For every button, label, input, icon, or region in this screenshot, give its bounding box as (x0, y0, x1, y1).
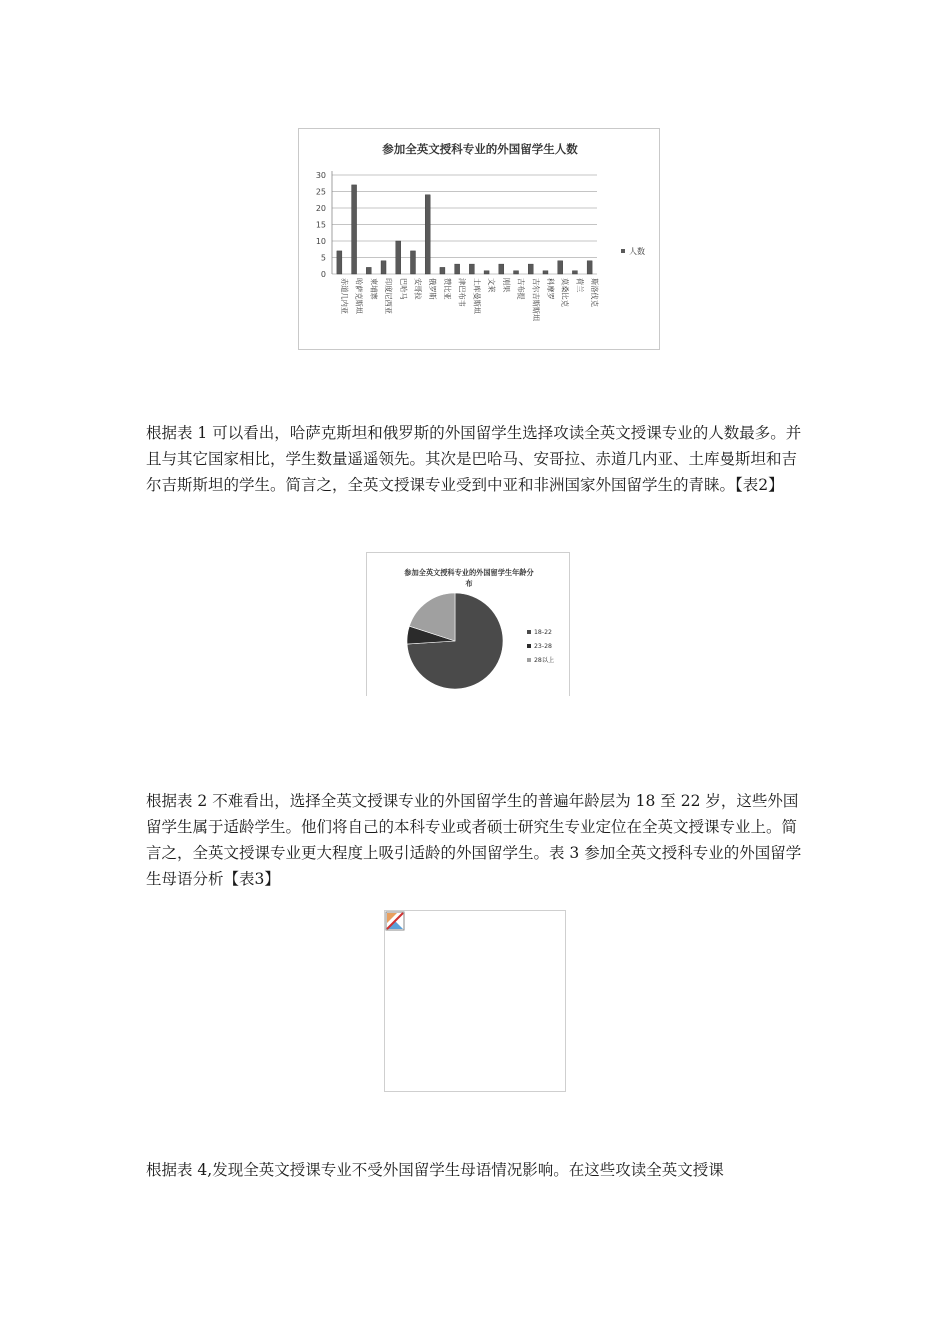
legend-swatch (527, 658, 531, 662)
x-tick-label: 哈萨克斯坦 (354, 278, 364, 314)
legend-label: 28以上 (534, 657, 555, 664)
x-tick-label: 土库曼斯坦 (472, 278, 482, 314)
bar (469, 264, 474, 274)
bar (352, 185, 357, 274)
bar (484, 271, 489, 274)
y-tick-label: 30 (315, 171, 326, 180)
x-tick-label: 俄罗斯 (428, 278, 438, 300)
y-tick-label: 0 (320, 270, 326, 279)
x-tick-label: 吉尔吉斯斯坦 (531, 278, 541, 322)
paragraph-3: 根据表 4,发现全英文授课专业不受外国留学生母语情况影响。在这些攻读全英文授课 (146, 1161, 724, 1179)
x-tick-label: 印度尼西亚 (384, 278, 394, 314)
bar-chart-figure (298, 128, 660, 350)
bar (396, 241, 401, 274)
x-tick-label: 赤道几内亚 (339, 278, 349, 314)
legend-label: 人数 (629, 247, 645, 256)
bar (337, 251, 342, 274)
y-tick-label: 10 (315, 237, 326, 246)
x-tick-label: 安哥拉 (413, 278, 423, 300)
bar (440, 267, 445, 274)
x-tick-label: 文莱 (487, 278, 497, 293)
x-tick-label: 科摩罗 (545, 278, 555, 300)
x-tick-label: 巴哈马 (398, 278, 408, 300)
chart-title: 参加全英文授科专业的外国留学生年龄分 (404, 568, 534, 577)
bar (499, 264, 504, 274)
bar (381, 261, 386, 274)
paragraph-1: 根据表 1 可以看出，哈萨克斯坦和俄罗斯的外国留学生选择攻读全英文授课专业的人数最多。并且与其它国家相比，学生数量遥遥领先。其次是巴哈马、安哥拉、赤道几内亚、土库曼斯坦和吉尔吉斯斯坦的学生。简言之，全英文授课专业受到中亚和非洲国家外国留学生的青睐。【表2】 (146, 424, 802, 494)
y-tick-label: 15 (315, 220, 326, 230)
missing-image-figure (384, 910, 566, 1092)
legend-label: 18-22 (534, 629, 552, 636)
x-tick-label: 荷兰 (575, 278, 585, 293)
y-tick-label: 25 (315, 187, 326, 197)
bar (366, 267, 371, 274)
y-tick-label: 5 (320, 253, 326, 263)
y-tick-label: 20 (315, 204, 326, 213)
bar-chart (299, 129, 661, 351)
paragraph-2: 根据表 2 不难看出，选择全英文授课专业的外国留学生的普遍年龄层为 18 至 22 岁，这些外国留学生属于适龄学生。他们将自己的本科专业或者硕士研究生专业定位在全英文授课专业上。简言之，全英文授课专业更大程度上吸引适龄的外国留学生。表 3 参加全英文授科专业的外国留学生母语分析【表3】 (146, 792, 802, 888)
legend-swatch (621, 249, 625, 253)
x-tick-label: 莫桑比克 (560, 278, 570, 307)
bar (514, 271, 519, 274)
legend-label: 23-28 (534, 643, 552, 650)
bar (455, 264, 460, 274)
x-tick-label: 柬埔寨 (369, 278, 379, 300)
x-tick-label: 赞比亚 (442, 278, 452, 300)
x-tick-label: 刚果 (501, 278, 511, 293)
chart-title: 参加全英文授科专业的外国留学生人数 (382, 142, 578, 156)
bar (410, 251, 415, 274)
x-tick-label: 吉布提 (516, 278, 526, 300)
x-tick-label: 斯洛伐克 (590, 278, 600, 307)
bar (572, 271, 577, 274)
legend-swatch (527, 644, 531, 648)
bar (558, 261, 563, 274)
broken-image-icon (385, 911, 405, 931)
bar (587, 261, 592, 274)
pie-chart (367, 553, 571, 697)
chart-title-continued: 布 (465, 579, 473, 588)
pie-chart-figure (366, 552, 570, 696)
bar (425, 195, 430, 274)
bar (543, 271, 548, 274)
legend-swatch (527, 630, 531, 634)
bar (528, 264, 533, 274)
x-tick-label: 津巴布韦 (457, 278, 467, 307)
